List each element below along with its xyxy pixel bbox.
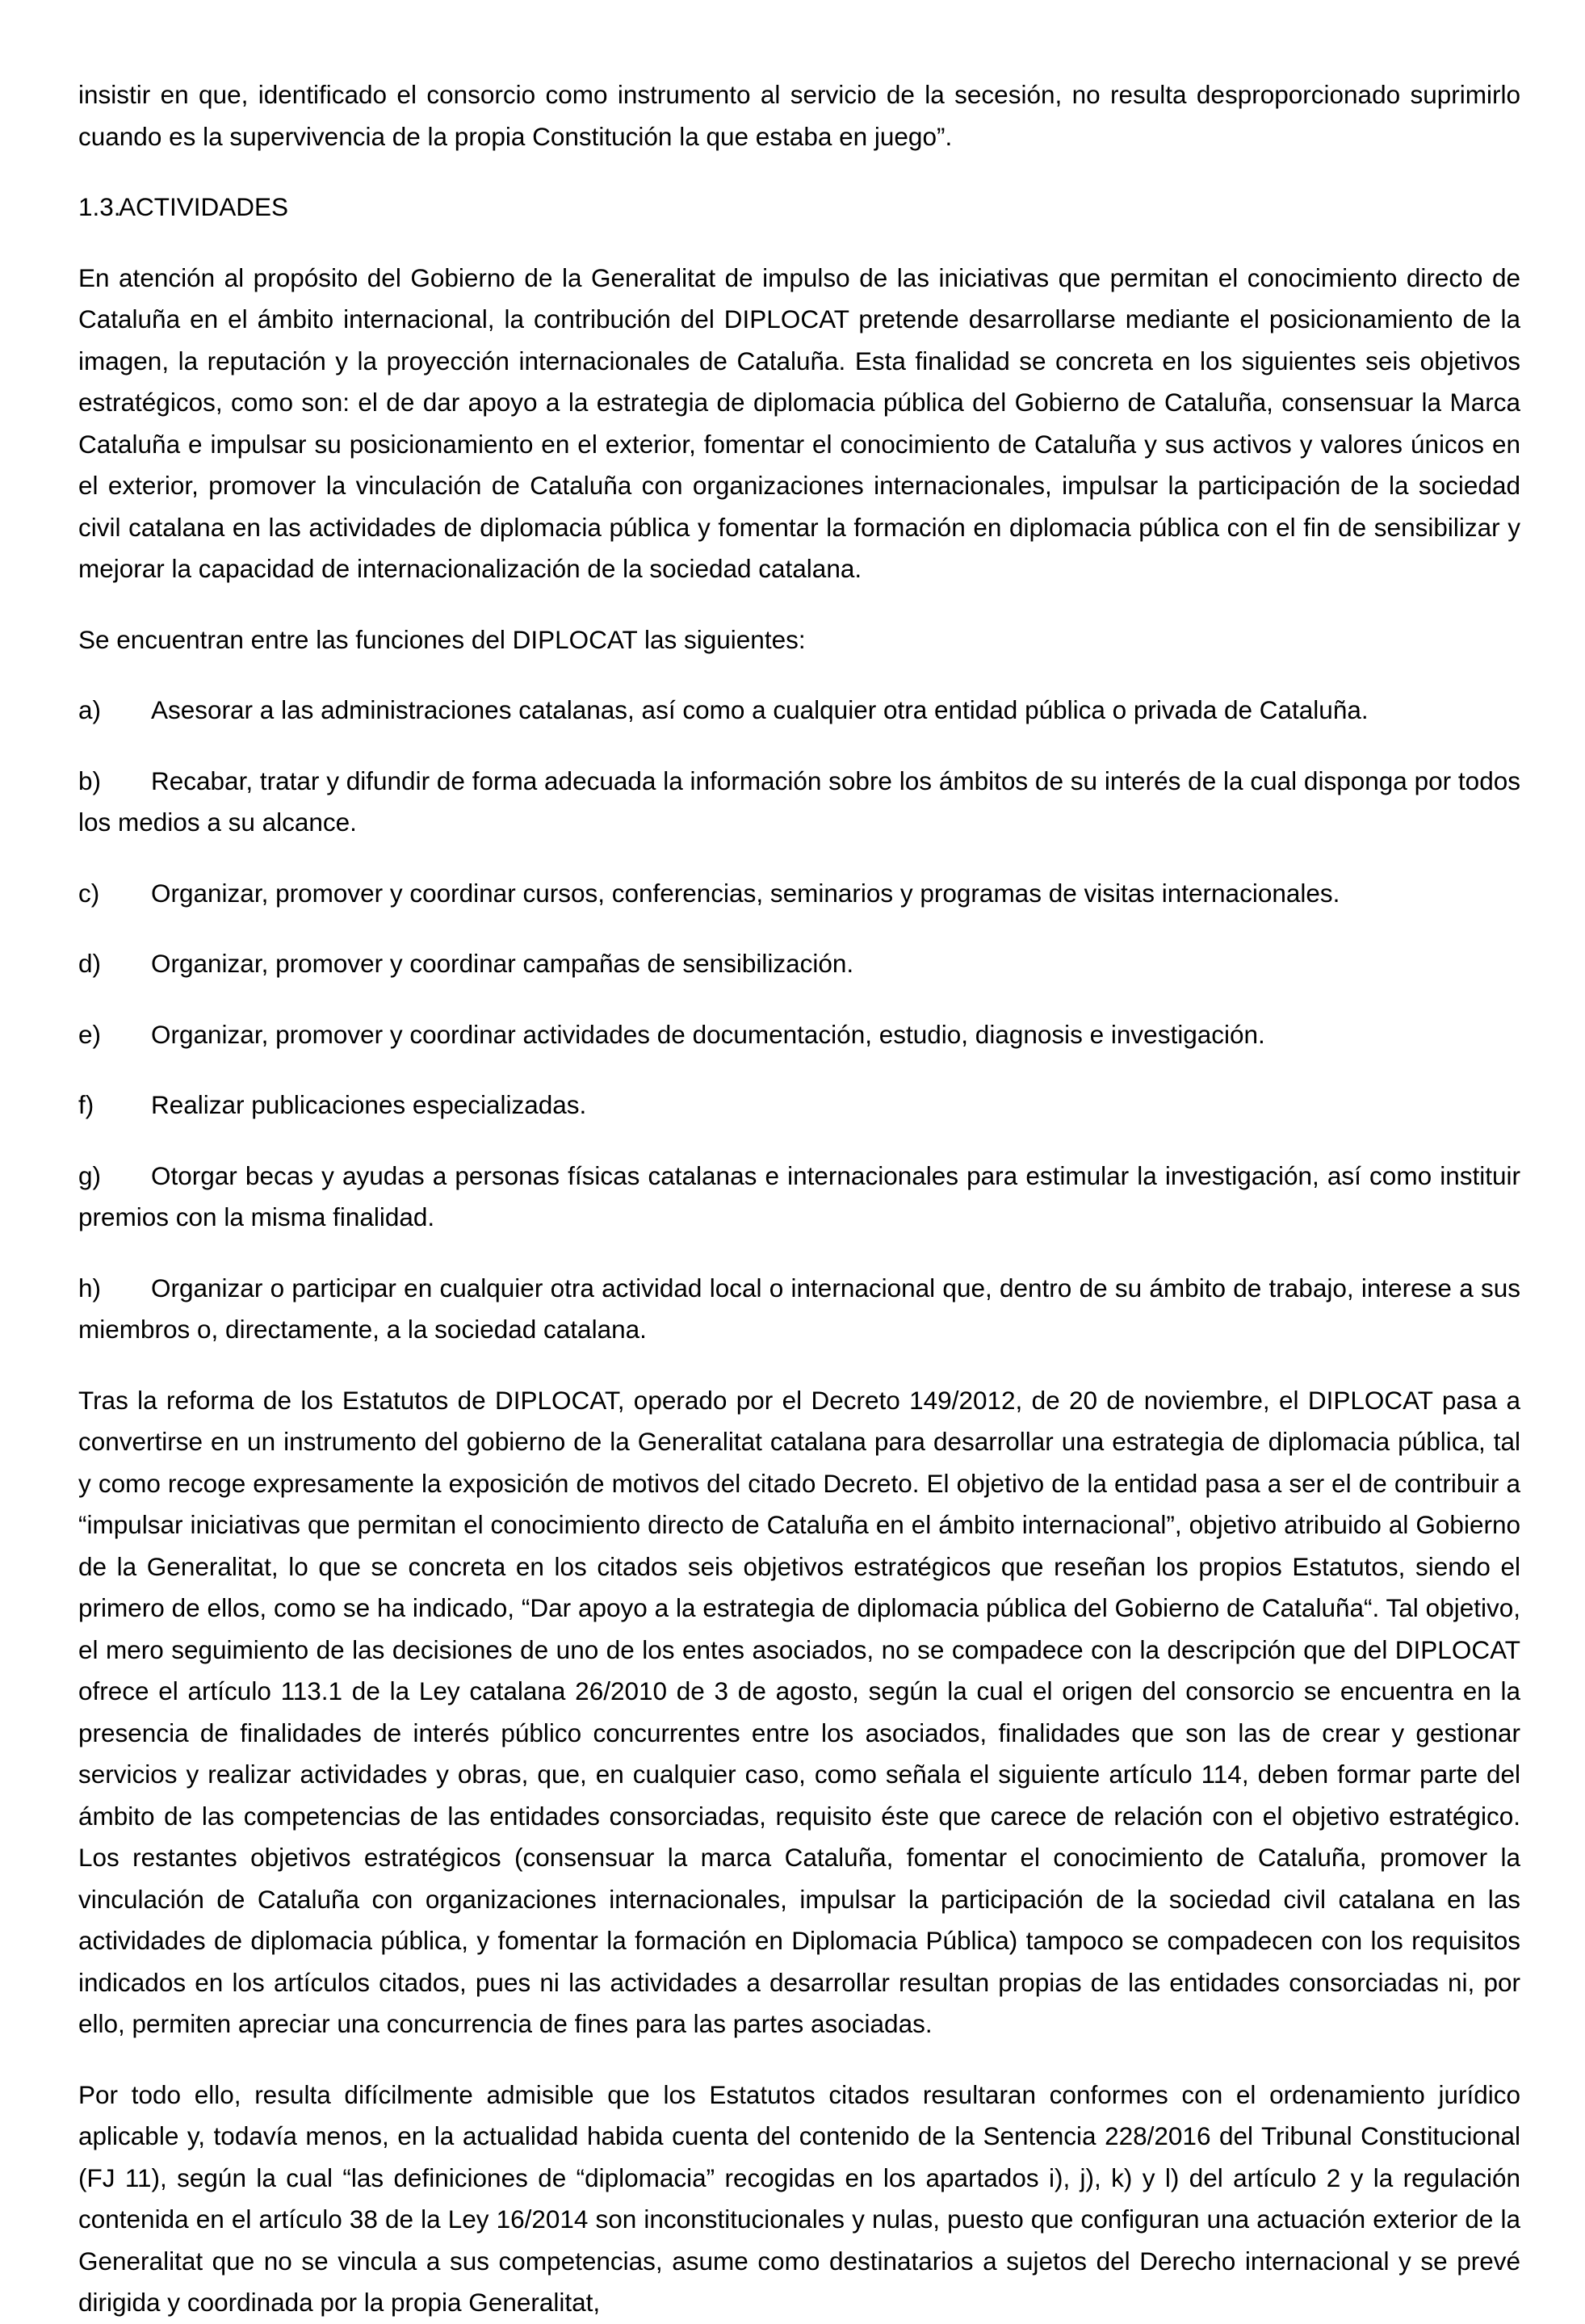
list-item-text: Recabar, tratar y difundir de forma adecuada la información sobre los ámbitos de su interés de la cual disponga por todos los medios a su alcance.	[78, 766, 1520, 837]
list-item	[78, 943, 1520, 985]
list-item-label: c)	[78, 878, 100, 908]
list-item-text: Otorgar becas y ayudas a personas físicas catalanas e internacionales para estimular la investigación, así como instituir premios con la misma finalidad.	[78, 1160, 1520, 1231]
list-item	[78, 1156, 1520, 1239]
list-item-text: Realizar publicaciones especializadas.	[151, 1090, 587, 1119]
list-item-label: a)	[78, 695, 102, 724]
list-item-label: f)	[78, 1090, 94, 1119]
paragraph-objectives: En atención al propósito del Gobierno de la Generalitat de impulso de las iniciativas que permitan el conocimiento directo de Cataluña en el ámbito internacional, la contribución del DIPLOCAT pretende desarrollarse mediante el posicionamiento de la imagen, la reputación y la proyección internacionales de Cataluña. Esta finalidad se concreta en los siguientes seis objetivos estratégicos, como son: el de dar apoyo a la estrategia de diplomacia pública del Gobierno de Cataluña, consensuar la Marca Cataluña e impulsar su posicionamiento en el exterior, fomentar el conocimiento de Cataluña y sus activos y valores únicos en el exterior, promover la vinculación de Cataluña con organizaciones internacionales, impulsar la participación de la sociedad civil catalana en las actividades de diplomacia pública y fomentar la formación en diplomacia pública con el fin de sensibilizar y mejorar la capacidad de internacionalización de la sociedad catalana.	[78, 262, 1520, 583]
list-item-label: b)	[78, 766, 102, 795]
paragraph-reform: Tras la reforma de los Estatutos de DIPLOCAT, operado por el Decreto 149/2012, de 20 de noviembre, el DIPLOCAT pasa a convertirse en un instrumento del gobierno de la Generalitat catalana para desarrollar una estrategia de diplomacia pública, tal y como recoge expresamente la exposición de motivos del citado Decreto. El objetivo de la entidad pasa a ser el de contribuir a “impulsar iniciativas que permitan el conocimiento directo de Cataluña en el ámbito internacional”, objetivo atribuido al Gobierno de la Generalitat, lo que se concreta en los citados seis objetivos estratégicos que reseñan los propios Estatutos, siendo el primero de ellos, como se ha indicado, “Dar apoyo a la estrategia de diplomacia pública del Gobierno de Cataluña“. Tal objetivo, el mero seguimiento de las decisiones de uno de los entes asociados, no se compadece con la descripción que del DIPLOCAT ofrece el artículo 113.1 de la Ley catalana 26/2010 de 3 de agosto, según la cual el origen del consorcio se encuentra en la presencia de finalidades de interés público concurrentes entre los asociados, finalidades que son las de crear y gestionar servicios y realizar actividades y obras, que, en cualquier caso, como señala el siguiente artículo 114, deben formar parte del ámbito de las competencias de las entidades consorciadas, requisito éste que carece de relación con el objetivo estratégico. Los restantes objetivos estratégicos (consensuar la marca Cataluña, fomentar el conocimiento de Cataluña, promover la vinculación de Cataluña con organizaciones internacionales, impulsar la participación de la sociedad civil catalana en las actividades de diplomacia pública, y fomentar la formación en Diplomacia Pública) tampoco se compadecen con los requisitos indicados en los artículos citados, pues ni las actividades a desarrollar resultan propias de las entidades consorciadas ni, por ello, permiten apreciar una concurrencia de fines para las partes asociadas.	[78, 1385, 1520, 2038]
intro-paragraph: insistir en que, identificado el consorcio como instrumento al servicio de la secesión, no resulta desproporcionado suprimirlo cuando es la supervivencia de la propia Constitución la que estaba en juego”.	[78, 80, 1520, 151]
list-item-text: Organizar, promover y coordinar cursos, conferencias, seminarios y programas de visitas internacionales.	[151, 878, 1340, 908]
section-number: 1.3.	[78, 192, 121, 221]
list-item-text: Organizar, promover y coordinar actividades de documentación, estudio, diagnosis e investigación.	[151, 1019, 1265, 1049]
list-item	[78, 690, 1520, 732]
list-item	[78, 761, 1520, 844]
list-item-text: Asesorar a las administraciones catalanas, así como a cualquier otra entidad pública o privada de Cataluña.	[151, 695, 1369, 724]
functions-list	[78, 690, 1520, 1351]
list-item-label: g)	[78, 1160, 102, 1190]
list-item-label: e)	[78, 1019, 102, 1049]
list-item	[78, 1084, 1520, 1126]
list-item	[78, 873, 1520, 915]
paragraph-conclusion: Por todo ello, resulta difícilmente admisible que los Estatutos citados resultaran conformes con el ordenamiento jurídico aplicable y, todavía menos, en la actualidad habida cuenta del contenido de la Sentencia 228/2016 del Tribunal Constitucional (FJ 11), según la cual “las definiciones de “diplomacia” recogidas en los apartados i), j), k) y l) del artículo 2 y la regulación contenida en el artículo 38 de la Ley 16/2014 son inconstitucionales y nulas, puesto que configuran una actuación exterior de la Generalitat que no se vincula a sus competencias, asume como destinatarios a sujetos del Derecho internacional y se prevé dirigida y coordinada por la propia Generalitat,	[78, 2079, 1520, 2317]
section-heading	[78, 187, 1520, 229]
list-item-label: d)	[78, 949, 102, 978]
paragraph-functions-intro: Se encuentran entre las funciones del DIPLOCAT las siguientes:	[78, 624, 806, 654]
list-item-text: Organizar o participar en cualquier otra actividad local o internacional que, dentro de su ámbito de trabajo, interese a sus miembros o, directamente, a la sociedad catalana.	[78, 1273, 1520, 1344]
section-title: ACTIVIDADES	[119, 192, 289, 221]
list-item	[78, 1268, 1520, 1351]
document-page	[78, 74, 1520, 2324]
list-item-text: Organizar, promover y coordinar campañas de sensibilización.	[151, 949, 854, 978]
list-item	[78, 1014, 1520, 1056]
list-item-label: h)	[78, 1273, 102, 1303]
